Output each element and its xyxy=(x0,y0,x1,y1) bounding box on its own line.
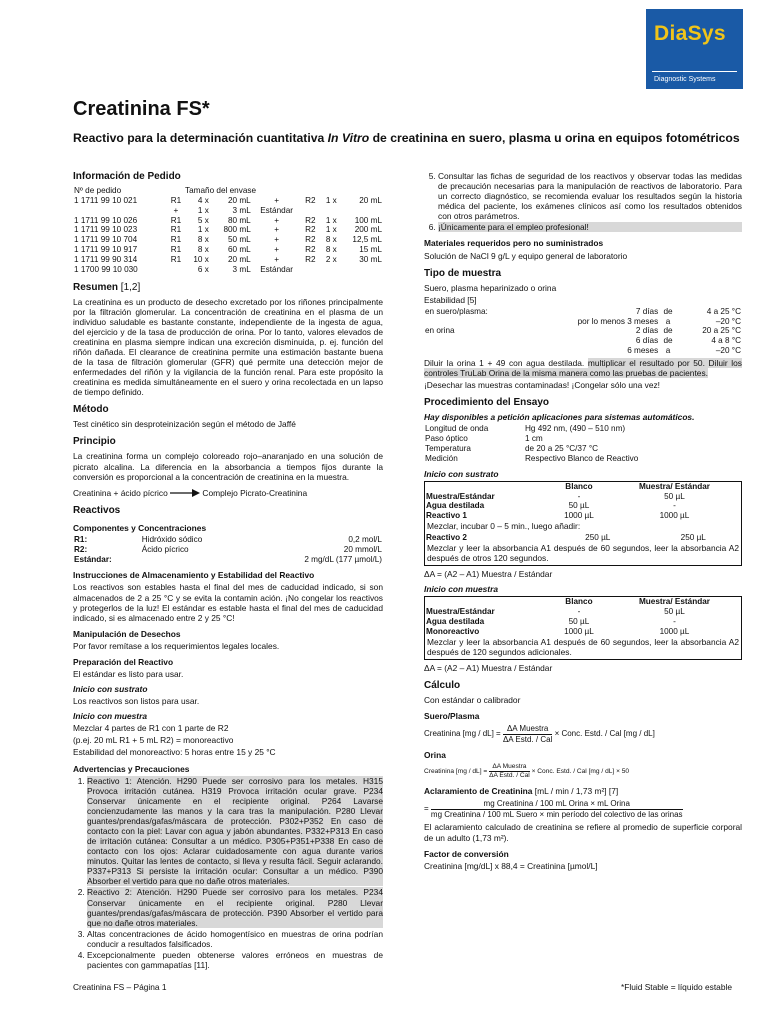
order-cell: 8 x xyxy=(325,235,337,245)
cell-blank: 1000 µL xyxy=(564,511,594,521)
order-col1: Nº de pedido xyxy=(74,186,122,195)
table-row xyxy=(425,501,741,511)
stability-cell: de xyxy=(663,336,673,346)
table-row xyxy=(424,444,742,454)
page-subtitle: Reactivo para la determinación cuantitativa In Vitro de creatinina en suero, plasma u orina en equipos fotométricos xyxy=(73,131,740,145)
cell-sample: 1000 µL xyxy=(659,511,690,521)
table-row xyxy=(424,326,742,336)
component-conc: 0,2 mol/L xyxy=(348,534,382,544)
table-row xyxy=(424,346,742,356)
sustrato-text: Los reactivos son listos para usar. xyxy=(73,696,200,707)
stability-cell: 6 días xyxy=(635,336,659,346)
component-name: Hidróxido sódico xyxy=(141,534,203,544)
formula-orina: Creatinina [mg / dL] = $\frac{\text{ΔA Muestra}}{\text{ΔA Estd. / Cal}}$ × Conc. Estd. / Cal [mg / dL] × 50 xyxy=(424,763,630,780)
row-label: Muestra/Estándar xyxy=(426,491,495,501)
waste-text: Por favor remítase a los requerimientos legales locales. xyxy=(73,640,280,651)
component-label: R2: xyxy=(74,544,88,554)
row-label: Muestra/Estándar xyxy=(426,607,495,617)
sample-table xyxy=(425,597,741,636)
table-row xyxy=(424,336,742,346)
table-row xyxy=(425,617,741,627)
logo-name: DiaSys xyxy=(654,22,726,45)
stability-cell: de xyxy=(663,326,673,336)
order-cell: 1 x xyxy=(325,215,337,225)
order-cell: R1 xyxy=(170,254,182,264)
order-cell: Estándar xyxy=(260,264,293,274)
order-cell: 4 x xyxy=(197,195,209,205)
logo-tagline: Diagnostic Systems xyxy=(654,76,716,83)
order-cell: R1 xyxy=(170,195,182,205)
order-cell: + xyxy=(274,235,279,245)
warning-item: 6. ¡Únicamente para el empleo profesional! xyxy=(438,222,742,232)
order-cell: 1 x xyxy=(325,225,337,235)
muestra-line-1: Suero, plasma heparinizado o orina xyxy=(424,282,557,293)
page-title: Creatinina FS* xyxy=(73,98,210,120)
calculo-heading: Cálculo xyxy=(424,679,461,691)
cell-sample: - xyxy=(673,617,676,627)
row-label: Agua destilada xyxy=(426,501,485,511)
order-col2: Tamaño del envase xyxy=(185,186,257,195)
order-cell: R1 xyxy=(170,225,182,235)
substrate-procedure-box xyxy=(424,481,742,566)
order-cell: + xyxy=(274,254,279,264)
table-row xyxy=(73,225,383,235)
row-label: Monoreactivo xyxy=(426,626,480,636)
metodo-text: Test cinético sin desproteinización según el método de Jaffé xyxy=(73,419,296,430)
cell-blank: - xyxy=(577,607,581,617)
t2-end-text: Mezclar y leer la absorbancia A1 después de 60 segundos, leer la absorbancia A2 después de 120 segundos adicionales. xyxy=(427,636,739,657)
table-row xyxy=(425,607,741,617)
stability-cell: en orina xyxy=(425,326,455,336)
stability-cell: –20 °C xyxy=(715,346,741,356)
row-label: Agua destilada xyxy=(426,617,485,627)
warning-item: 1. Reactivo 1: Atención. H290 Puede ser corrosivo para los metales. H315 Provoca irritación cutánea. H319 Provoca irritación ocular grave. P234 Conservar únicamente en el recipiente original. P264 Lavarse concienzudamente las manos y la cara tras la manipulación. P280 Llevar guantes/prendas/gafas/máscara de protección. P302+P352 En caso de contacto con la piel: Lavar con agua y jabón abundantes. P332+P313 En caso de irritación cutánea: Consultar a un médico. P305+P351+P338 En caso de contacto con los ojos: Aclarar cuidadosamente con agua durante varios minutos. Quitar las lentes de contacto, si lleva y resulta fácil. Seguir aclarando. P337+P313 Si persiste la irritación ocular: Consultar a un médico. P390 Absorber el vertido para que no dañe otros materiales. xyxy=(87,776,383,887)
params-table xyxy=(424,424,742,463)
table-row xyxy=(73,545,383,555)
cell-sample: 50 µL xyxy=(664,491,685,501)
order-cell: 1 x xyxy=(197,205,209,215)
conversion-text: Creatinina [mg/dL] x 88,4 = Creatinina [µmol/L] xyxy=(424,860,598,871)
cell-blank: - xyxy=(577,491,581,501)
table-row xyxy=(425,627,741,637)
table-header-row xyxy=(425,597,741,607)
ensayo-note: Hay disponibles a petición aplicaciones para sistemas automáticos. xyxy=(424,412,695,423)
component-conc: 20 mmol/L xyxy=(343,544,382,554)
param-value: 1 cm xyxy=(525,434,543,444)
substrate-table xyxy=(425,482,741,521)
reaction-equation xyxy=(73,488,383,498)
order-cell: 15 mL xyxy=(359,245,382,255)
order-cell: 200 mL xyxy=(354,225,382,235)
order-cell: R2 xyxy=(305,254,316,264)
order-cell xyxy=(319,206,337,216)
stability-table xyxy=(424,307,742,356)
resumen-heading: Resumen [1,2] xyxy=(73,281,141,293)
storage-heading: Instrucciones de Almacenamiento y Estabilidad del Reactivo xyxy=(73,570,315,581)
t1-mid-text: Mezclar, incubar 0 – 5 min., luego añadir: xyxy=(427,521,581,532)
order-cell xyxy=(338,206,383,216)
reaction-arrow-icon xyxy=(170,489,200,497)
order-cell: + xyxy=(274,215,279,225)
table-row xyxy=(73,216,383,226)
order-cell: 1 1711 99 10 023 xyxy=(74,225,138,235)
order-cell: 6 x xyxy=(197,264,209,274)
order-cell: 12,5 mL xyxy=(352,235,382,245)
order-table xyxy=(73,186,383,275)
ensayo-heading: Procedimiento del Ensayo xyxy=(424,397,550,409)
stability-cell: 7 días xyxy=(635,306,659,316)
stability-cell: 2 días xyxy=(635,326,659,336)
order-cell: 1 1700 99 10 030 xyxy=(74,264,138,274)
param-label: Temperatura xyxy=(425,444,471,453)
order-cell xyxy=(301,265,319,275)
muestra-start-heading: Inicio con muestra xyxy=(73,711,147,722)
order-cell: R1 xyxy=(170,235,182,245)
order-cell xyxy=(338,265,383,275)
stability-cell: por lo menos 3 meses xyxy=(577,316,659,326)
stability-cell: 20 a 25 °C xyxy=(702,326,741,336)
formula-aclaramiento: = mg Creatinina / 100 mL Orina × mL Orina mg Creatinina / 100 mL Suero × min período del colectivo de las orinas xyxy=(424,799,683,819)
sustrato-heading: Inicio con sustrato xyxy=(73,684,148,695)
cell-blank: 250 µL xyxy=(585,533,611,543)
order-cell: 1 1711 99 10 026 xyxy=(74,215,138,225)
waste-heading: Manipulación de Desechos xyxy=(73,628,181,639)
stability-cell xyxy=(424,317,527,327)
order-cell: 1 x xyxy=(325,195,337,205)
param-value: Hg 492 nm, (490 – 510 nm) xyxy=(525,424,626,434)
stability-cell: a xyxy=(665,316,671,326)
row-label: Reactivo 2 xyxy=(426,533,467,543)
component-label: Estándar: xyxy=(74,554,112,564)
table-row xyxy=(424,317,742,327)
warning-item: 4. Excepcionalmente pueden obtenerse valores erróneos en muestras de pacientes con gammapatías [11]. xyxy=(87,950,383,970)
diasys-logo xyxy=(646,9,743,89)
footer-page: Creatinina FS – Página 1 xyxy=(73,982,167,992)
table-row xyxy=(425,511,741,521)
sustrato-procedure-heading: Inicio con sustrato xyxy=(424,468,499,479)
param-value: de 20 a 25 °C/37 °C xyxy=(525,444,599,453)
principio-heading: Principio xyxy=(73,436,116,448)
table-header xyxy=(425,597,550,607)
component-conc: 2 mg/dL (177 µmol/L) xyxy=(304,554,382,564)
order-cell: + xyxy=(274,225,279,235)
order-cell xyxy=(73,206,167,216)
warning-item: 5. Consultar las fichas de seguridad de los reactivos y observar todas las medidas de precaución necesarias para la manipulación de reactivos de laboratorio. Para un correcto diagnóstico, se recomienda evaluar los resultados según la historia médica del paciente, los exámenes clínicos así como los resultados obtenidos con otros parámetros. xyxy=(438,171,742,221)
order-cell: 60 mL xyxy=(227,245,251,255)
stability-cell: en suero/plasma: xyxy=(425,306,488,316)
table-row xyxy=(424,424,742,434)
component-name: Ácido pícrico xyxy=(141,544,189,554)
table-row xyxy=(424,307,742,317)
table-header xyxy=(425,482,550,492)
cell-sample: - xyxy=(673,501,676,511)
reactivos-heading: Reactivos xyxy=(73,504,121,516)
order-cell: + xyxy=(274,195,279,205)
muestra-procedure-heading: Inicio con muestra xyxy=(424,584,498,595)
table-row xyxy=(73,206,383,216)
table-row xyxy=(73,265,383,275)
stability-cell: 4 a 25 °C xyxy=(706,306,741,316)
principio-text: La creatinina forma un complejo coloreado rojo–anaranjado en una solución de picrato alcalina. La diferencia en la absorbancia a tiempos fijos durante la conversión es proporcional a la concentración de creatinina en la muestra. xyxy=(73,451,383,482)
order-cell: 8 x xyxy=(325,245,337,255)
order-cell xyxy=(301,206,319,216)
order-cell: 1 1711 99 10 021 xyxy=(74,195,138,205)
cell-blank: 50 µL xyxy=(568,501,590,511)
order-cell: 1 1711 99 10 917 xyxy=(74,245,138,255)
table-row xyxy=(424,434,742,444)
warnings-list xyxy=(87,776,383,970)
stability-cell: –20 °C xyxy=(715,316,741,326)
table-row xyxy=(73,535,383,545)
param-label: Longitud de onda xyxy=(425,424,489,434)
metodo-heading: Método xyxy=(73,404,109,416)
prep-heading: Preparación del Reactivo xyxy=(73,656,174,667)
order-cell: 5 x xyxy=(197,215,209,225)
storage-text: Los reactivos son estables hasta el final del mes de caducidad indicado, si son almacenados de 2 a 25 °C y se evita la contamin ación. ¡No congelar los reactivos y protegerlos de la luz! El estándar es estable hasta el final del mes de caducidad indicado, si es almacenado entre 2 y 25 °C! xyxy=(73,582,383,623)
table-row xyxy=(424,454,742,464)
order-heading: Información de Pedido xyxy=(73,171,181,182)
param-label: Medición xyxy=(425,453,458,463)
cell-blank: 50 µL xyxy=(568,617,590,627)
order-cell: 3 mL xyxy=(232,264,251,274)
row-label: Reactivo 1 xyxy=(426,511,467,521)
order-cell: R1 xyxy=(170,215,182,225)
table-header: Muestra/ Estándar xyxy=(638,481,710,491)
aclaramiento-heading: Aclaramiento de Creatinina [mL / min / 1,73 m²] [7] xyxy=(424,786,619,797)
order-cell: + xyxy=(274,245,279,255)
t1-end-text: Mezclar y leer la absorbancia A1 después de 60 segundos, leer la absorbancia A2 después de otros 120 segundos. xyxy=(427,543,739,564)
left-column xyxy=(73,171,383,971)
sample-procedure-box xyxy=(424,596,742,660)
table-row xyxy=(73,235,383,245)
warning-item: 3. Altas concentraciones de ácido homogentísico en muestras de orina podrían conducir a resultados falsificados. xyxy=(87,929,383,949)
cell-sample: 250 µL xyxy=(680,533,706,543)
table-row xyxy=(73,196,383,206)
order-cell: 8 x xyxy=(197,235,209,245)
stability-cell: de xyxy=(663,306,673,316)
orina-heading: Orina xyxy=(424,750,446,761)
cell-sample: 50 µL xyxy=(664,607,685,617)
table-row xyxy=(73,255,383,265)
order-cell: 100 mL xyxy=(354,215,382,225)
formula-suero: Creatinina [mg / dL] = $\frac{\text{ΔA Muestra}}{\text{ΔA Estd. / Cal}}$ × Conc. Estd. / Cal [mg / dL] xyxy=(424,724,655,744)
order-cell: 10 x xyxy=(193,254,209,264)
muestra-line-2: Estabilidad [5] xyxy=(424,294,477,305)
components-table xyxy=(73,535,383,565)
order-cell xyxy=(319,265,337,275)
order-cell: 1 x xyxy=(197,225,209,235)
dilution-text: Diluir la orina 1 + 49 con agua destilada. multiplicar el resultado por 50. Diluir los controles TruLab Orina de la misma manera como las pruebas de pacientes. xyxy=(424,358,742,379)
order-cell: 30 mL xyxy=(359,254,382,264)
warning-item: 2. Reactivo 2: Atención. H290 Puede ser corrosivo para los metales. P234 Conservar únicamente en el recipiente original. P280 Llevar guantes/prendas/gafas/máscara de protección. P390 Absorber el vertido para que no dañe otros materiales. xyxy=(87,887,383,927)
table-header: Blanco xyxy=(565,597,593,607)
component-name xyxy=(141,555,248,565)
discard-text: ¡Desechar las muestras contaminadas! ¡Congelar sólo una vez! xyxy=(424,380,661,391)
order-cell: 20 mL xyxy=(227,254,251,264)
footer-note: *Fluid Stable = líquido estable xyxy=(620,982,732,992)
warnings-list-continued xyxy=(438,171,742,232)
substrate-table-b xyxy=(425,533,741,543)
order-cell: 8 x xyxy=(197,245,209,255)
materials-heading: Materiales requeridos pero no suministrados xyxy=(424,238,604,249)
mono-line-2: (p.ej. 20 mL R1 + 5 mL R2) = monoreactivo xyxy=(73,735,234,746)
table-row xyxy=(73,555,383,565)
order-cell: R2 xyxy=(305,225,316,235)
order-cell: 20 mL xyxy=(227,195,251,205)
stability-cell xyxy=(424,336,527,346)
component-label: R1: xyxy=(74,534,88,544)
order-cell: 2 x xyxy=(325,254,337,264)
materials-text: Solución de NaCl 9 g/L y equipo general de laboratorio xyxy=(424,250,628,261)
order-cell: 20 mL xyxy=(359,195,382,205)
order-cell: Estándar xyxy=(260,205,293,215)
order-cell: 1 1711 99 90 314 xyxy=(74,254,138,264)
delta-formula-2: ΔA = (A2 – A1) Muestra / Estándar xyxy=(424,662,553,673)
table-row xyxy=(425,533,741,543)
stability-cell: 6 meses xyxy=(627,346,659,356)
order-cell: 50 mL xyxy=(227,235,251,245)
cell-blank: 1000 µL xyxy=(564,626,594,636)
prep-text: El estándar es listo para usar. xyxy=(73,669,184,679)
order-cell: R2 xyxy=(305,245,316,255)
table-row xyxy=(425,492,741,502)
mono-line-1: Mezclar 4 partes de R1 con 1 parte de R2 xyxy=(73,723,229,734)
reaction-left: Creatinina + ácido pícrico xyxy=(73,487,168,498)
muestra-heading: Tipo de muestra xyxy=(424,267,502,279)
mono-line-3: Estabilidad del monoreactivo: 5 horas entre 15 y 25 °C xyxy=(73,747,276,758)
table-header-row xyxy=(425,482,741,492)
table-header: Muestra/ Estándar xyxy=(638,597,710,607)
aclaramiento-text: El aclaramiento calculado de creatinina se refiere al promedio de superficie corporal de un adulto (1,73 m²). xyxy=(424,822,742,843)
delta-formula: ΔA = (A2 – A1) Muestra / Estándar xyxy=(424,569,553,580)
param-label: Paso óptico xyxy=(425,434,468,444)
order-cell: R2 xyxy=(305,235,316,245)
order-cell xyxy=(167,265,185,275)
order-cell: R2 xyxy=(305,195,316,205)
calculo-intro: Con estándar o calibrador xyxy=(424,694,521,705)
order-cell: + xyxy=(173,205,179,215)
conversion-heading: Factor de conversión xyxy=(424,848,509,859)
resumen-text: La creatinina es un producto de desecho excretado por los riñones principalmente por la filtración glomerular. La concentración de creatinina en el plasma de un individuo saludable es bastante constante, independiente de la ingesta de agua, del ejercicio y de la tasa de producción de orina. Por lo tanto, valores elevados de creatinina en plasma siempre indican una excreción disminuida, p. ej. función del riñón dañada. El clearance de creatinina permite una estimación bastante buena de la tasa de filtración glomerular (GFR) qué permite una detección mejor de enfermedades del riñón y la vigilancia de la función renal. Para este propósito la creatinina es medida simultáneamente en el suero y orina recolectada en un lapso de tiempo definido. xyxy=(73,296,383,398)
order-cell: 80 mL xyxy=(227,215,251,225)
right-column xyxy=(424,171,742,873)
table-row xyxy=(73,245,383,255)
order-cell: R2 xyxy=(305,215,316,225)
order-cell: 800 mL xyxy=(223,225,251,235)
table-header: Blanco xyxy=(565,481,593,491)
stability-cell: 4 a 8 °C xyxy=(711,336,741,346)
reaction-right: Complejo Picrato-Creatinina xyxy=(202,487,308,498)
order-cell: 3 mL xyxy=(232,205,251,215)
cell-sample: 1000 µL xyxy=(659,626,690,636)
stability-cell xyxy=(424,346,527,356)
stability-cell: a xyxy=(665,346,671,356)
order-cell: 1 1711 99 10 704 xyxy=(74,235,138,245)
warnings-heading: Advertencias y Precauciones xyxy=(73,763,190,774)
param-value: Respectivo Blanco de Reactivo xyxy=(525,453,639,463)
componentes-heading: Componentes y Concentraciones xyxy=(73,522,207,533)
suero-heading: Suero/Plasma xyxy=(424,711,480,722)
order-cell: R1 xyxy=(170,245,182,255)
